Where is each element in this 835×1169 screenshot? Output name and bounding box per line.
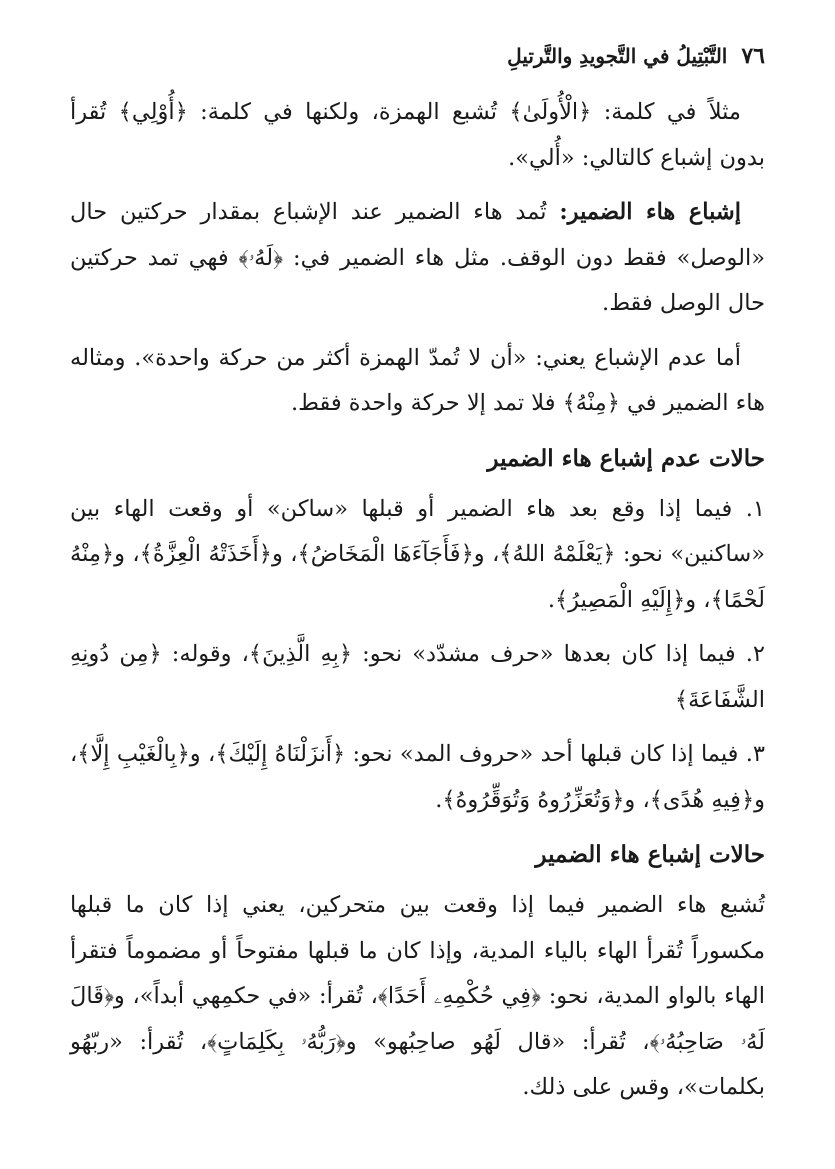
paragraph-ishba-cases: تُشبع هاء الضمير فيما إذا وقعت بين متحركين، يعني إذا كان ما قبلها مكسوراً تُقرأ الهاء بالياء المدية، وإذا كان ما قبلها مفتوحاً أو مضموماً فتقرأ الهاء بالواو المدية، نحو: ﴿فِي حُكْمِهِۦ أَحَدًا﴾، تُقرأ: «في حكمِهي أبداً»، و﴿قَالَ لَهُۥ صَاحِبُهُۥ﴾، تُقرأ: «قال لَهُو صاحِبُهو» و﴿رَبُّهُۥ بِكَلِمَاتٍ﴾، تُقرأ: «ربّهُو بكلمات»، وقس على ذلك. [70,892,765,1100]
list-item-1: ١. فيما إذا وقع بعد هاء الضمير أو قبلها «ساكن» أو وقعت الهاء بين «ساكنين» نحو: ﴿يَعْلَمْهُ اللهُ﴾، و﴿فَأَجَآءَهَا الْمَخَاضُ﴾، و﴿أَخَذَتْهُ الْعِزَّةُ﴾، و﴿مِنْهُ لَحْمًا﴾، و﴿إِلَيْهِ الْمَصِيرُ﴾. [70,495,765,613]
page-number: ٧٦ [741,43,765,69]
section-heading-no-ishba: حالات عدم إشباع هاء الضمير [487,444,765,472]
section-heading-ishba: حالات إشباع هاء الضمير [535,841,765,868]
page-body [70,90,765,1120]
list-item-3: ٣. فيما إذا كان قبلها أحد «حروف المد» نحو: ﴿أَنزَلْنَاهُ إِلَيْكَ﴾، و﴿بِالْغَيْبِ إِلَّا﴾، و﴿فِيهِ هُدًى﴾، و﴿وَتُعَزِّرُوهُ وَتُوَقِّرُوهُ﴾. [70,741,765,813]
paragraph-ishba-definition [70,190,765,327]
paragraph-example: مثلاً في كلمة: ﴿الْأُولَىٰ﴾ تُشبع الهمزة، ولكنها في كلمة: ﴿أُوْلِي﴾ تُقرأ بدون إشباع كالتالي: «أُلي». [70,99,765,171]
page-header [65,36,765,76]
list-item-2: ٢. فيما إذا كان بعدها «حرف مشدّد» نحو: ﴿بِهِ الَّذِينَ﴾، وقوله: ﴿مِن دُونِهِ الشَّفَاعَةَ﴾ [70,641,765,713]
book-title: التَّبْتِيلُ في التَّجويدِ والتَّرتيلِ [507,44,728,68]
ishba-explanation: تُمد هاء الضمير عند الإشباع بمقدار حركتين حال «الوصل» فقط دون الوقف. مثل هاء الضمير في: ﴿لَهُۥ﴾ فهي تمد حركتين حال الوصل فقط. [70,199,765,316]
ishba-term: إشباع هاء الضمير: [559,199,741,225]
paragraph-no-ishba-definition: أما عدم الإشباع يعني: «أن لا تُمدّ الهمزة أكثر من حركة واحدة». ومثاله هاء الضمير في ﴿مِنْهُ﴾ فلا تمد إلا حركة واحدة فقط. [70,344,765,416]
